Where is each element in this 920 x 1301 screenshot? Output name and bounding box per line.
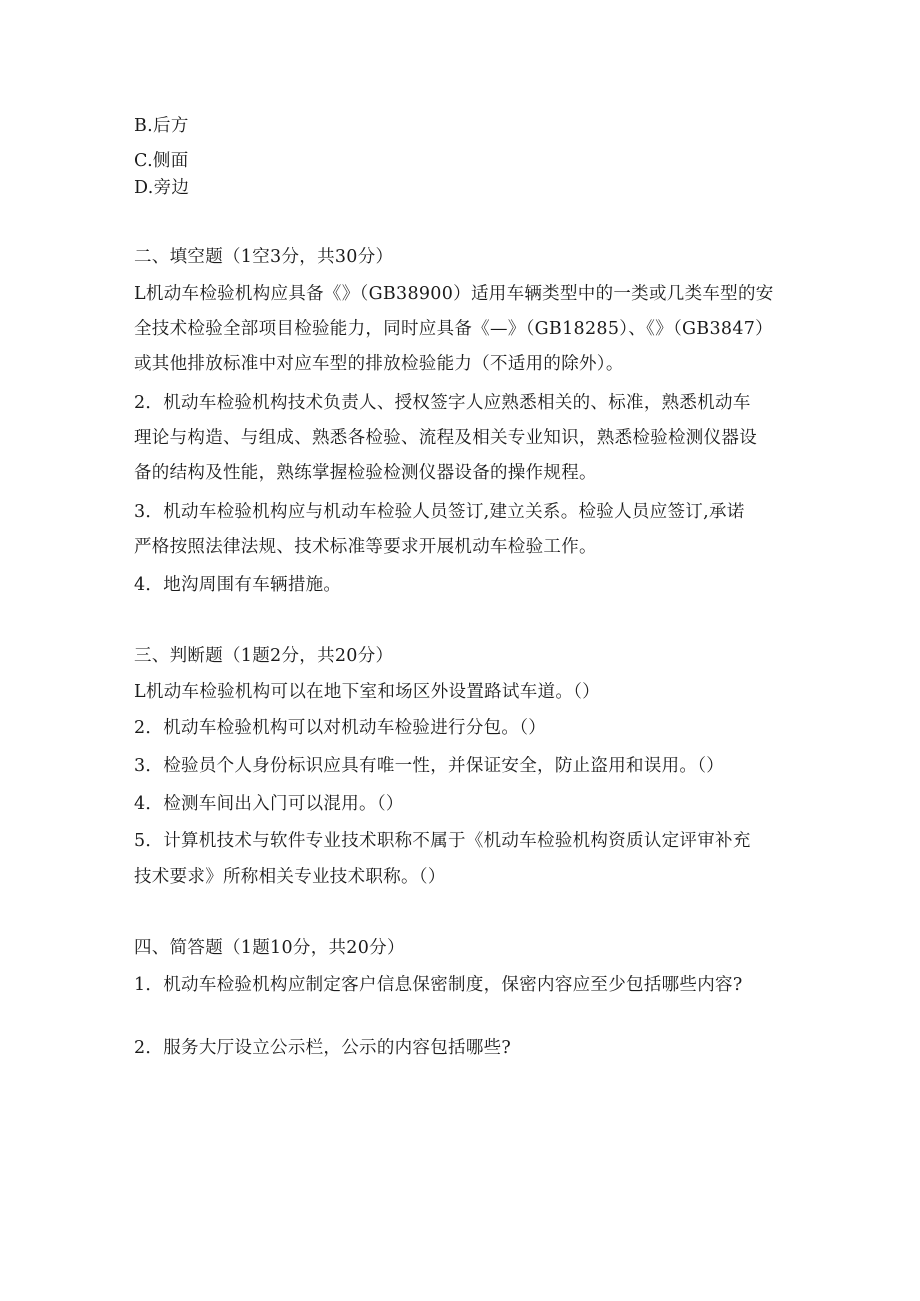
option-b: B.后方 bbox=[134, 116, 189, 136]
section4-q1: 1．机动车检验机构应制定客户信息保密制度，保密内容应至少包括哪些内容? bbox=[134, 975, 743, 995]
section3-heading: 三、判断题（1题2分，共20分） bbox=[134, 646, 394, 666]
section3-q5-line1: 5．计算机技术与软件专业技术职称不属于《机动车检验机构资质认定评审补充 bbox=[134, 831, 751, 851]
section2-q3-line1: 3．机动车检验机构应与机动车检验人员签订,建立关系。检验人员应签订,承诺 bbox=[134, 502, 745, 522]
option-d: D.旁边 bbox=[134, 178, 190, 198]
option-c: C.侧面 bbox=[134, 151, 189, 171]
section2-q1-line2: 全技术检验全部项目检验能力，同时应具备《—》（GB18285）、《》（GB3847） bbox=[134, 319, 773, 339]
section3-q5-line2: 技术要求》所称相关专业技术职称。（） bbox=[134, 867, 446, 887]
section4-heading: 四、简答题（1题10分，共20分） bbox=[134, 938, 405, 958]
section2-q1-line3: 或其他排放标准中对应车型的排放检验能力（不适用的除外）。 bbox=[134, 354, 624, 374]
section2-q2-line2: 理论与构造、与组成、熟悉各检验、流程及相关专业知识，熟悉检验检测仪器设 bbox=[134, 428, 757, 448]
section2-q1-line1: L机动车检验机构应具备《》（GB38900）适用车辆类型中的一类或几类车型的安 bbox=[134, 284, 774, 304]
section2-q4-line1: 4．地沟周围有车辆措施。 bbox=[134, 575, 342, 595]
section4-q2: 2．服务大厅设立公示栏，公示的内容包括哪些? bbox=[134, 1038, 512, 1058]
section2-q2-line1: 2．机动车检验机构技术负责人、授权签字人应熟悉相关的、标准，熟悉机动车 bbox=[134, 393, 751, 413]
section3-q2: 2．机动车检验机构可以对机动车检验进行分包。（） bbox=[134, 718, 547, 738]
section3-q3: 3．检验员个人身份标识应具有唯一性，并保证安全，防止盗用和误用。（） bbox=[134, 756, 725, 776]
section2-q3-line2: 严格按照法律法规、技术标准等要求开展机动车检验工作。 bbox=[134, 537, 597, 557]
section3-q1: L机动车检验机构可以在地下室和场区外设置路试车道。（） bbox=[134, 682, 600, 702]
section2-heading: 二、填空题（1空3分，共30分） bbox=[134, 247, 394, 267]
section2-q2-line3: 备的结构及性能，熟练掌握检验检测仪器设备的操作规程。 bbox=[134, 463, 597, 483]
section3-q4: 4．检测车间出入门可以混用。（） bbox=[134, 794, 404, 814]
